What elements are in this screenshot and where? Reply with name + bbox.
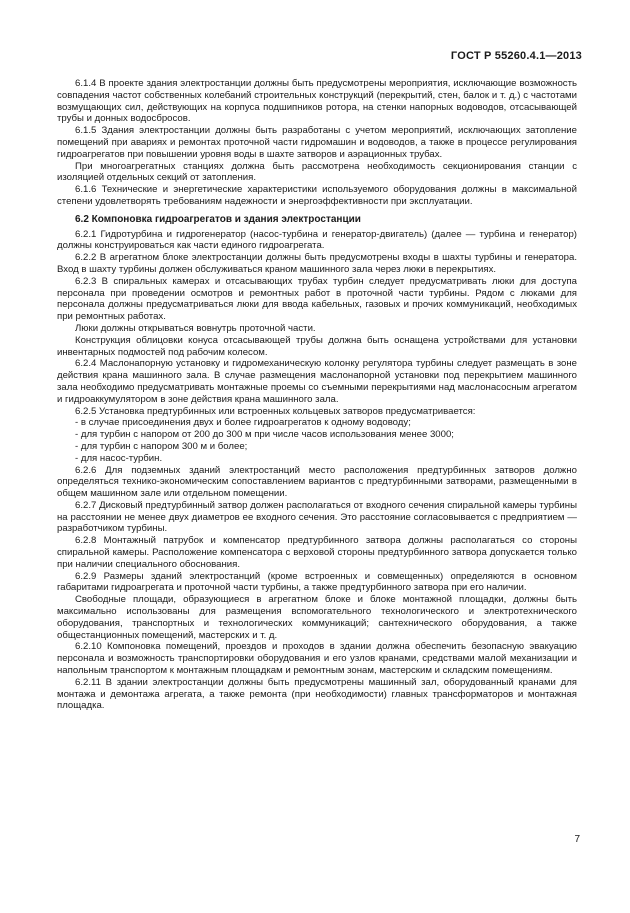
page-number: 7 (574, 834, 580, 845)
list-item: - для насос-турбин. (75, 452, 163, 464)
paragraph-6-2-6: 6.2.6 Для подземных зданий электростанций место расположения предтурбинных затворов должно определяться технико-экономическим сопоставлением вариантов с предтурбинными затворами, размещенными в общем машинном зале или отдельном помещении. (57, 464, 577, 500)
list-item: - для турбин с напором 300 м и более; (75, 440, 248, 452)
paragraph-free-areas: Свободные площади, образующиеся в агрегатном блоке и блоке монтажной площадки, должны быть максимально использованы для размещения вспомогательного технологического и электротехнического оборудования, транспортных и технологических коммуникаций; сантехнического оборудования, а также общестанционных помещений, мастерских и т. д. (57, 594, 577, 641)
paragraph-6-2-5: 6.2.5 Установка предтурбинных или встроенных кольцевых затворов предусматривается: (75, 405, 476, 417)
paragraph-6-2-10: 6.2.10 Компоновка помещений, проездов и проходов в здании должна обеспечить безопасную эвакуацию персонала и возможность транспортировки оборудования и его узлов кранами, средствами малой механизации и напольным транспортом к монтажным площадкам и ремонтным зонам, мастерским и складским помещениям. (57, 641, 577, 677)
document-body (57, 78, 577, 712)
list-item: - в случае присоединения двух и более гидроагрегатов к одному водоводу; (75, 417, 411, 429)
paragraph-cone-lining: Конструкция облицовки конуса отсасывающей трубы должна быть оснащена устройствами для установки инвентарных подмостей под рабочим колесом. (57, 334, 577, 358)
paragraph-6-2-1: 6.2.1 Гидротурбина и гидрогенератор (насос-турбина и генератор-двигатель) (далее — турбина и генератор) должны конструироваться как части единого гидроагрегата. (57, 228, 577, 252)
paragraph-6-1-6: 6.1.6 Технические и энергетические характеристики используемого оборудования должны в максимальной степени удовлетворять требованиям надежности и энергоэффективности при эксплуатации. (57, 184, 577, 207)
paragraph-6-1-4: 6.1.4 В проекте здания электростанции должны быть предусмотрены мероприятия, исключающие возможность совпадения частот собственных колебаний строительных конструкций (перекрытий, стен, балок и т. д.) с частотами возмущающих сил, действующих на корпуса подшипников ротора, на стенки напорных водоводов, отсасывающей трубы и донных водосбросов. (57, 78, 577, 125)
paragraph-6-2-11: 6.2.11 В здании электростанции должны быть предусмотрены машинный зал, оборудованный кранами для монтажа и демонтажа агрегата, а также ремонта (при необходимости) главных трансформаторов и монтажная площадка. (57, 676, 577, 712)
list-item: - для турбин с напором от 200 до 300 м при числе часов использования менее 3000; (75, 429, 454, 441)
paragraph-6-2-3: 6.2.3 В спиральных камерах и отсасывающих трубах турбин следует предусматривать люки для доступа персонала при проведении осмотров и ремонтных работ в проточной части турбины. Рядом с люками для персонала должны предусматриваться люки для ввода кабельных, газовых и прочих коммуникаций, необходимых при ремонтных работах. (57, 275, 577, 323)
paragraph-6-2-4: 6.2.4 Маслонапорную установку и гидромеханическую колонку регулятора турбины следует размещать в зоне действия крана машинного зала. В случае размещения маслонапорной установки под перекрытием машинного зала необходимо предусматривать монтажные проемы со съемными перекрытиями над маслонасосным агрегатом и гидроаккумулятором в зоне действия крана машинного зала. (57, 358, 577, 405)
section-heading-6-2: 6.2 Компоновка гидроагрегатов и здания электростанции (75, 213, 361, 225)
paragraph-hatches: Люки должны открываться вовнутрь проточной части. (75, 322, 316, 334)
paragraph-6-1-5: 6.1.5 Здания электростанции должны быть разработаны с учетом мероприятий, исключающих затопление помещений при авариях и ремонтах проточной части гидромашин и водоводов, а также в процессе регулирования гидроагрегатов при повышении уровня воды в шахте затворов и аэрационных трубах. (57, 125, 577, 160)
paragraph-6-2-9: 6.2.9 Размеры зданий электростанций (кроме встроенных и совмещенных) определяются в основном габаритами гидроагрегата и проточной части турбины, а также предтурбинного затвора при его наличии. (57, 570, 577, 594)
paragraph-6-2-8: 6.2.8 Монтажный патрубок и компенсатор предтурбинного затвора должны располагаться со стороны спиральной камеры. Расположение компенсатора с верховой стороны предтурбинного затвора допускается только при наличии специального обоснования. (57, 535, 577, 570)
document-header: ГОСТ Р 55260.4.1—2013 (450, 50, 582, 62)
paragraph-6-2-7: 6.2.7 Дисковый предтурбинный затвор должен располагаться от входного сечения спиральной камеры турбины на расстоянии не менее двух диаметров ее входного сечения. Это расстояние согласовывается с предприятием — разработчиком турбины. (57, 499, 577, 535)
paragraph-6-2-2: 6.2.2 В агрегатном блоке электростанции должны быть предусмотрены входы в шахты турбины и генератора. Вход в шахту турбины должен обслуживаться краном машинного зала через люки в перекрытиях. (57, 252, 577, 275)
paragraph-multi-unit: При многоагрегатных станциях должна быть рассмотрена необходимость секционирования станции с изоляцией отдельных секций от затопления. (57, 160, 577, 184)
